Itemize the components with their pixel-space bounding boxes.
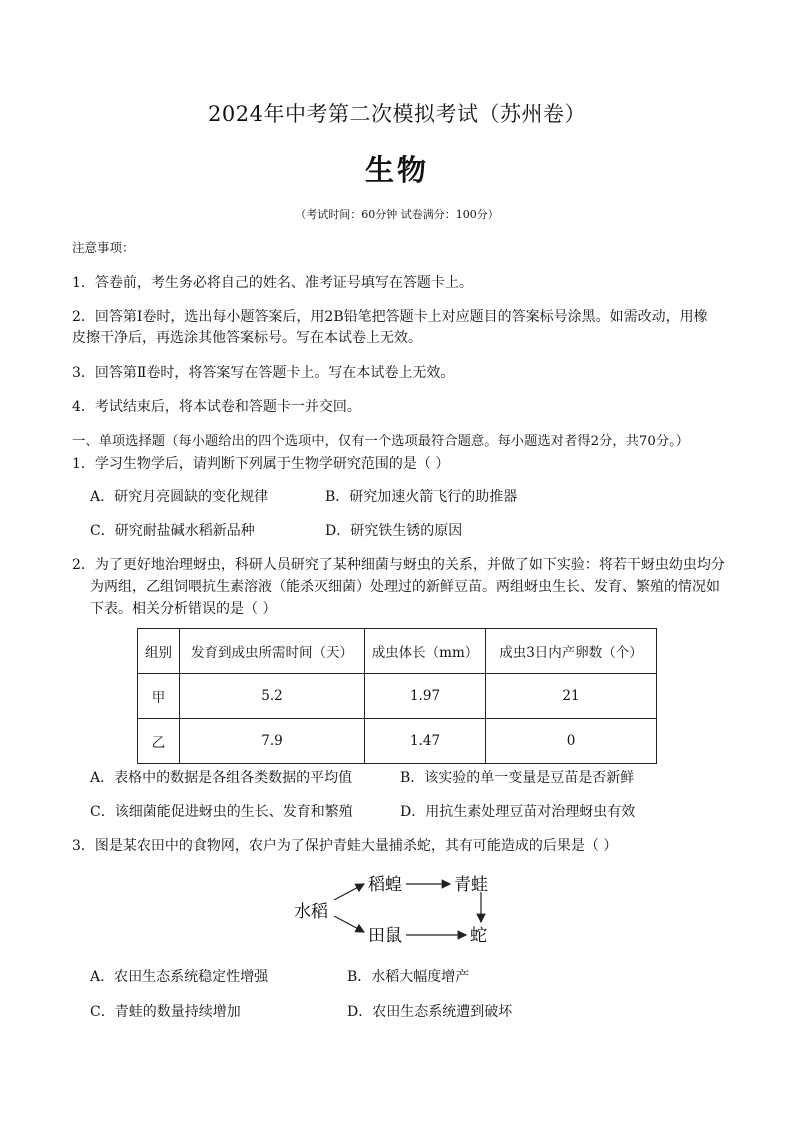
food-web-diagram xyxy=(288,866,508,950)
q1-stem: 1．学习生物学后，请判断下列属于生物学研究范围的是（ ） xyxy=(72,456,450,472)
table-cell: 0 xyxy=(486,719,657,764)
q3-option-a[interactable]: A．农田生态系统稳定性增强 xyxy=(90,969,269,985)
food-web-rice: 水稻 xyxy=(294,902,328,922)
notes-heading: 注意事项： xyxy=(72,240,135,255)
subject-title: 生物 xyxy=(364,153,429,187)
note-item-2-cont: 皮擦干净后，再选涂其他答案标号。写在本试卷上无效。 xyxy=(72,330,422,346)
q3-option-c[interactable]: C．青蛙的数量持续增加 xyxy=(90,1004,241,1020)
note-item-2: 2．回答第Ⅰ卷时，选出每小题答案后，用2B铅笔把答题卡上对应题目的答案标号涂黑。如需改动，用橡 xyxy=(72,309,708,325)
q2-option-d[interactable]: D．用抗生素处理豆苗对治理蚜虫有效 xyxy=(400,804,636,820)
exam-title: 2024年中考第二次模拟考试（苏州卷） xyxy=(208,102,586,126)
note-item-4: 4．考试结束后，将本试卷和答题卡一并交回。 xyxy=(72,399,361,415)
q3-option-b[interactable]: B．水稻大幅度增产 xyxy=(347,969,470,985)
table-cell: 7.9 xyxy=(180,719,365,764)
table-header-cell: 成虫3日内产卵数（个） xyxy=(486,629,657,674)
q2-option-b[interactable]: B．该实验的单一变量是豆苗是否新鲜 xyxy=(400,770,635,786)
q1-option-d[interactable]: D．研究铁生锈的原因 xyxy=(325,523,463,539)
q3-option-d[interactable]: D．农田生态系统遭到破坏 xyxy=(347,1004,513,1020)
table-row xyxy=(138,674,657,719)
q2-stem-line-2: 为两组，乙组饲喂抗生素溶液（能杀灭细菌）处理过的新鲜豆苗。两组蚜虫生长、发育、繁殖的情况如 xyxy=(90,579,720,595)
food-web-snake: 蛇 xyxy=(470,926,487,946)
arrow-rice-to-locust xyxy=(334,884,364,900)
q2-option-c[interactable]: C．该细菌能促进蚜虫的生长、发育和繁殖 xyxy=(90,804,353,820)
food-web-mouse: 田鼠 xyxy=(368,926,402,946)
table-header-cell: 组别 xyxy=(138,629,180,674)
food-web-frog: 青蛙 xyxy=(454,875,488,895)
arrow-rice-to-mouse xyxy=(334,916,364,932)
q1-option-b[interactable]: B．研究加速火箭飞行的助推器 xyxy=(325,489,518,505)
q2-option-a[interactable]: A．表格中的数据是各组各类数据的平均值 xyxy=(90,770,353,786)
q1-option-c[interactable]: C．研究耐盐碱水稻新品种 xyxy=(90,523,255,539)
table-cell: 1.47 xyxy=(365,719,486,764)
exam-meta: （考试时间：60分钟 试卷满分：100分） xyxy=(295,208,499,221)
table-cell: 1.97 xyxy=(365,674,486,719)
q2-stem-line-1: 2．为了更好地治理蚜虫，科研人员研究了某种细菌与蚜虫的关系，并做了如下实验：将若干蚜虫幼虫均分 xyxy=(72,557,725,573)
table-header-cell: 发育到成虫所需时间（天） xyxy=(180,629,365,674)
q2-data-table xyxy=(137,628,657,764)
section-heading: 一、单项选择题（每小题给出的四个选项中，仅有一个选项最符合题意。每小题选对者得2分，共70分。） xyxy=(72,434,690,449)
q1-option-a[interactable]: A．研究月亮圆缺的变化规律 xyxy=(90,489,269,505)
food-web-locust: 稻蝗 xyxy=(368,875,402,895)
table-row xyxy=(138,719,657,764)
note-item-1: 1．答卷前，考生务必将自己的姓名、准考证号填写在答题卡上。 xyxy=(72,275,473,291)
note-item-3: 3．回答第Ⅱ卷时，将答案写在答题卡上。写在本试卷上无效。 xyxy=(72,365,455,381)
table-cell: 乙 xyxy=(138,719,180,764)
table-header-cell: 成虫体长（mm） xyxy=(365,629,486,674)
q3-stem: 3．图是某农田中的食物网，农户为了保护青蛙大量捕杀蛇，其有可能造成的后果是（ ） xyxy=(72,838,618,854)
table-header-row xyxy=(138,629,657,674)
q2-stem-line-3: 下表。相关分析错误的是（ ） xyxy=(90,601,277,617)
table-cell: 甲 xyxy=(138,674,180,719)
table-cell: 21 xyxy=(486,674,657,719)
table-cell: 5.2 xyxy=(180,674,365,719)
